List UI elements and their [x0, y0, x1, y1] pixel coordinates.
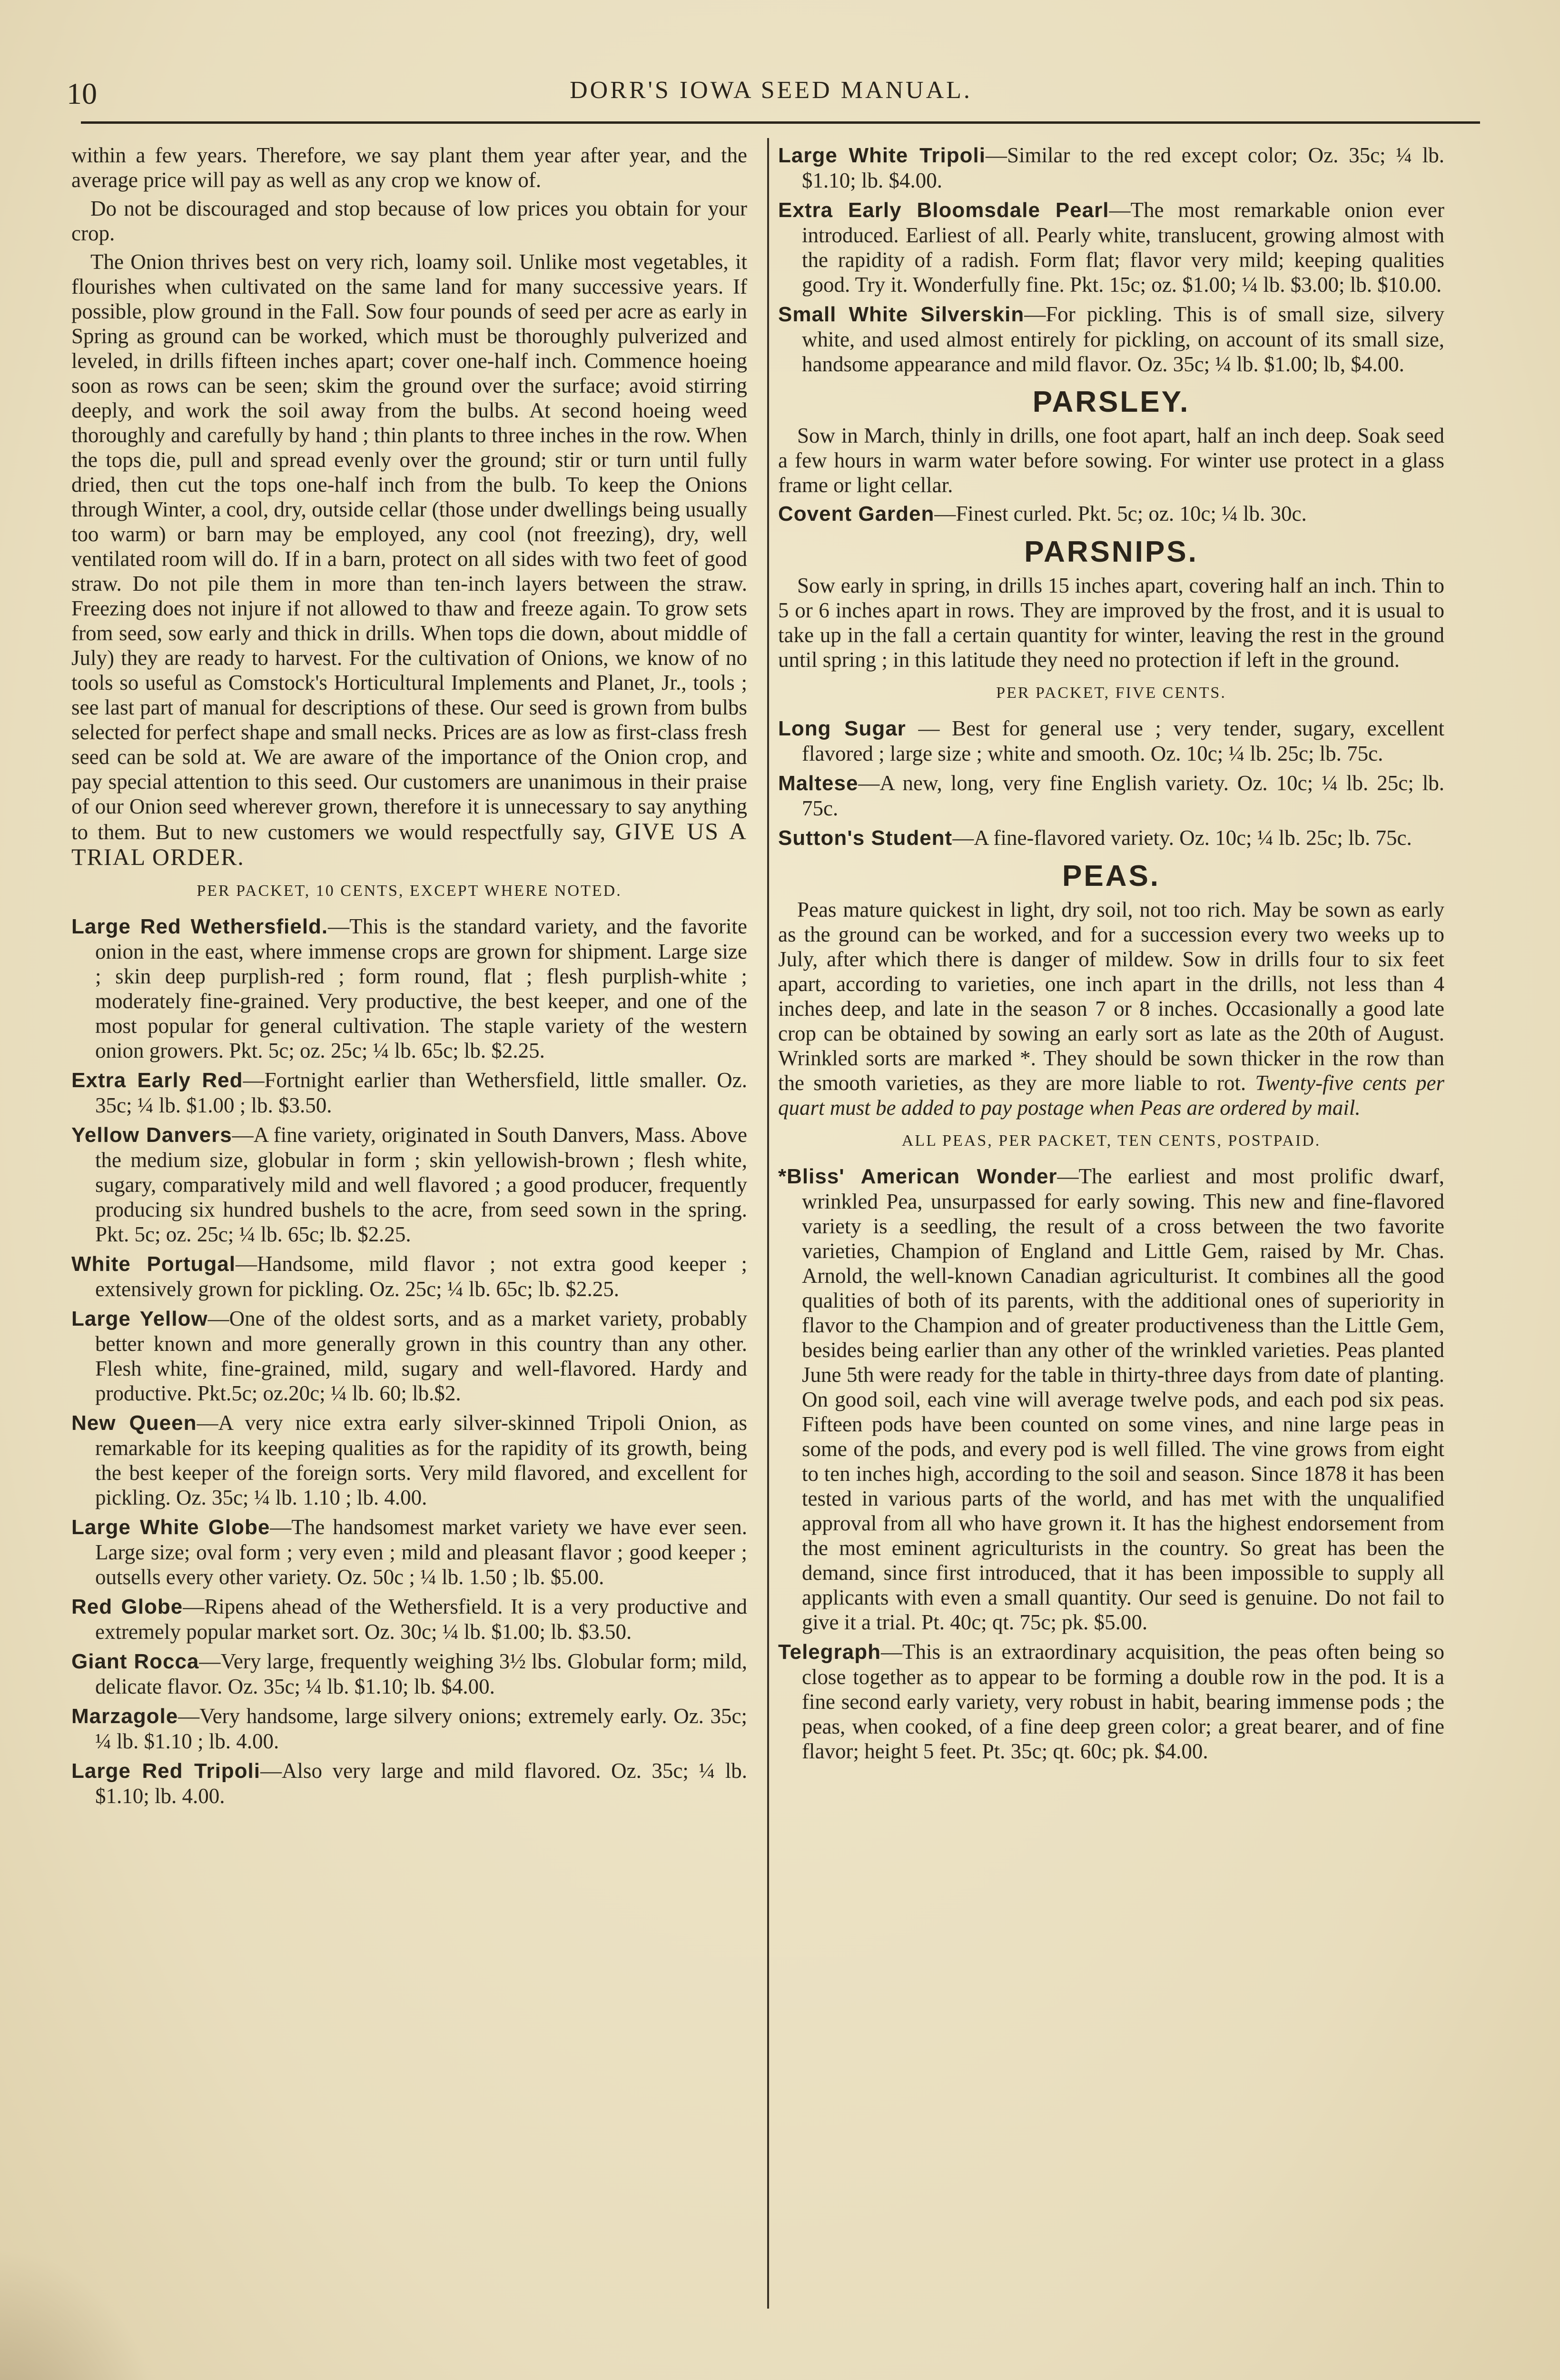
variety-description: —Very large, frequently weighing 3½ lbs. Globular form; mild, delicate flavor. Oz. 35c; ¼ lb. $1.10; lb. $4.00.	[95, 1649, 747, 1698]
peas-heading: PEAS.	[1062, 860, 1161, 892]
variety-name: Long Sugar	[778, 717, 906, 740]
page-header	[67, 71, 1475, 124]
peas-intro-text: Peas mature quickest in light, dry soil, not too rich. May be sown as early as the ground can be worked, and for a succession every two weeks up to July, after which there is danger of mildew. Sow in drills four to six feet apart, according to varieties, one inch apart in the drills, not less than 4 inches deep, and late in the season 7 or 8 inches. Occasionally a good late crop can be obtained by sowing an early sort as late as the 20th of August. Wrinkled sorts are marked *. They should be sown thicker in the row than the smooth varieties, as they are more liable to rot.	[778, 898, 1444, 1095]
variety-name: Large Red Wethersfield.	[71, 915, 328, 938]
onion-entry	[778, 143, 1444, 193]
variety-description: —Very handsome, large silvery onions; extremely early. Oz. 35c; ¼ lb. $1.10 ; lb. 4.00.	[95, 1704, 747, 1753]
variety-name: Large Yellow	[71, 1307, 208, 1330]
variety-description: —Finest curled. Pkt. 5c; oz. 10c; ¼ lb. 30c.	[934, 502, 1307, 526]
variety-name: White Portugal	[71, 1252, 236, 1276]
parsley-heading: PARSLEY.	[1032, 386, 1190, 418]
variety-name: Sutton's Student	[778, 826, 953, 850]
variety-description: —Also very large and mild flavored. Oz. 35c; ¼ lb. $1.10; lb. 4.00.	[95, 1759, 747, 1808]
variety-description: —The earliest and most prolific dwarf, wrinkled Pea, unsurpassed for early sowing. This new and fine-flavored variety is a seedling, the result of a cross between the two favorite varieties, Champion of England and Little Gem, raised by Mr. Chas. Arnold, the well-known Canadian agriculturist. It combines all the good qualities of both of its parents, with the additional ones of superiority in flavor to the Champion and of greater productiveness than the Little Gem, besides being earlier than any other of the wrinkled varieties. Peas planted June 5th were ready for the table in thirty-three days from date of planting. On good soil, each vine will average twelve pods, and each pod six peas. Fifteen pods have been counted on some vines, and nine large peas in some of the pods, and every pod is well filled. The vine grows from eight to ten inches high, according to the soil and season. Since 1878 it has been tested in various parts of the world, and has met with the unqualified approval from all who have grown it. It has the highest endorsement from the most eminent agriculturists in the country. So great has been the demand, since first introduced, that it has been impossible to supply all applicants with even a small quantity. Our seed is genuine. Do not fail to give it a trial. Pt. 40c; qt. 75c; pk. $5.00.	[802, 1164, 1444, 1634]
parsnip-entry	[778, 825, 1444, 851]
onion-entry	[778, 198, 1444, 297]
variety-name: Small White Silverskin	[778, 303, 1025, 326]
onion-entry	[71, 1594, 747, 1644]
pea-entry	[778, 1639, 1444, 1764]
variety-description: —Similar to the red except color; Oz. 35c; ¼ lb. $1.10; lb. $4.00.	[802, 143, 1444, 192]
variety-description: —Fortnight earlier than Wethersfield, little smaller. Oz. 35c; ¼ lb. $1.00 ; lb. $3.50.	[95, 1068, 747, 1117]
parsnips-heading: PARSNIPS.	[1024, 536, 1198, 568]
parsley-intro: Sow in March, thinly in drills, one foot apart, half an inch deep. Soak seed a few hours in warm water before sowing. For winter use protect in a glass frame or light cellar.	[778, 424, 1444, 497]
column-divider	[767, 138, 769, 2309]
page-number: 10	[67, 77, 97, 110]
variety-description: —For pickling. This is of small size, silvery white, and used almost entirely for pickling, on account of its small size, handsome appearance and mild flavor. Oz. 35c; ¼ lb. $1.00; lb, $4.00.	[802, 302, 1444, 376]
intro-paragraph	[71, 249, 747, 870]
parsnip-entry	[778, 716, 1444, 766]
variety-description: —The handsomest market variety we have ever seen. Large size; oval form ; very even ; mild and pleasant flavor ; good keeper ; outsells every other variety. Oz. 50c ; ¼ lb. 1.50 ; lb. $5.00.	[95, 1515, 747, 1589]
left-column	[71, 143, 747, 1813]
variety-description: —A fine-flavored variety. Oz. 10c; ¼ lb. 25c; lb. 75c.	[952, 826, 1412, 850]
variety-name: Extra Early Bloomsdale Pearl	[778, 198, 1109, 222]
variety-name: Large Red Tripoli	[71, 1759, 261, 1783]
variety-name: Red Globe	[71, 1595, 183, 1618]
parsnips-intro: Sow early in spring, in drills 15 inches apart, covering half an inch. Thin to 5 or 6 inches apart in rows. They are improved by the frost, and it is usual to take up in the fall a certain quantity for winter, leaving the rest in the ground until spring ; in this latitude they need no protection if left in the ground.	[778, 574, 1444, 672]
trial-order-callout: GIVE US A TRIAL ORDER.	[71, 818, 747, 870]
onion-entry	[71, 1122, 747, 1247]
onion-entry	[71, 1758, 747, 1808]
variety-description: —A fine variety, originated in South Danvers, Mass. Above the medium size, globular in form ; skin yellowish-brown ; flesh white, sugary, comparatively mild and well flavored ; a good producer, frequently producing six hundred bushels to the acre, from seed sown in the spring. Pkt. 5c; oz. 25c; ¼ lb. 65c; lb. $2.25.	[95, 1123, 748, 1246]
variety-name: *Bliss' American Wonder	[778, 1165, 1057, 1188]
variety-name: Covent Garden	[778, 502, 935, 526]
parsnip-entry	[778, 771, 1444, 821]
variety-name: Yellow Danvers	[71, 1123, 232, 1147]
header-rule	[81, 121, 1480, 124]
onion-entry	[71, 1251, 747, 1301]
onion-entry	[71, 1306, 747, 1406]
intro-paragraph: within a few years. Therefore, we say plant them year after year, and the average price will pay as well as any crop we know of.	[71, 143, 747, 192]
variety-description: —Handsome, mild flavor ; not extra good keeper ; extensively grown for pickling. Oz. 25c; ¼ lb. 65c; lb. $2.25.	[95, 1252, 747, 1301]
variety-name: New Queen	[71, 1411, 197, 1435]
variety-description: —Ripens ahead of the Wethersfield. It is a very productive and extremely popular market sort. Oz. 30c; ¼ lb. $1.00; lb. $3.50.	[95, 1595, 747, 1644]
right-column	[778, 143, 1444, 1768]
onion-price-subhead: PER PACKET, 10 CENTS, EXCEPT WHERE NOTED.	[197, 882, 622, 900]
onion-entry	[71, 1649, 747, 1699]
variety-description: —This is the standard variety, and the favorite onion in the east, where immense crops are grown for shipment. Large size ; skin deep purplish-red ; form round, flat ; flesh purplish-white ; moderately fine-grained. Very productive, the best keeper, and one of the most popular for general cultivation. The staple variety of the western onion growers. Pkt. 5c; oz. 25c; ¼ lb. 65c; lb. $2.25.	[95, 914, 747, 1062]
variety-name: Extra Early Red	[71, 1069, 243, 1092]
variety-name: Giant Rocca	[71, 1650, 199, 1673]
intro-paragraph: Do not be discouraged and stop because of low prices you obtain for your crop.	[71, 197, 747, 245]
postage-note: Twenty-five cents per quart must be added to pay postage when Peas are ordered by mail.	[778, 1071, 1444, 1120]
variety-name: Large White Globe	[71, 1516, 270, 1539]
onion-entry	[71, 1068, 747, 1118]
variety-description: — Best for general use ; very tender, sugary, excellent flavored ; large size ; white and smooth. Oz. 10c; ¼ lb. 25c; lb. 75c.	[802, 716, 1444, 765]
peas-price-subhead: ALL PEAS, PER PACKET, TEN CENTS, POSTPAID.	[901, 1132, 1321, 1150]
onion-entry	[71, 1410, 747, 1510]
variety-description: —This is an extraordinary acquisition, the peas often being so close together as to appear to be forming a double row in the pod. It is a fine second early variety, very robust in habit, bearing immense pods ; the peas, when cooked, of a fine deep green color; a great bearer, and of fine flavor; height 5 feet. Pt. 35c; qt. 60c; pk. $4.00.	[802, 1640, 1444, 1763]
variety-description: —A very nice extra early silver-skinned Tripoli Onion, as remarkable for its keeping qualities as for the rapidity of its growth, being the best keeper of the foreign sorts. Very mild flavored, and excellent for pickling. Oz. 35c; ¼ lb. 1.10 ; lb. 4.00.	[95, 1411, 747, 1509]
intro-text: The Onion thrives best on very rich, loamy soil. Unlike most vegetables, it flourishes when cultivated on the same land for many successive years. If possible, plow ground in the Fall. Sow four pounds of seed per acre as early in Spring as ground can be worked, which must be thoroughly pulverized and leveled, in drills fifteen inches apart; cover one-half inch. Commence hoeing soon as rows can be seen; skim the ground over the surface; avoid stirring deeply, and work the soil away from the bulbs. At second hoeing weed thoroughly and carefully by hand ; thin plants to three inches in the row. When the tops die, pull and spread evenly over the ground; stir or turn until fully dried, then cut the tops one-half inch from the bulb. To keep the Onions through Winter, a cool, dry, outside cellar (those under dwellings being usually too warm) or barn may be employed, any cool (not freezing), dry, well ventilated room will do. If in a barn, protect on all sides with two feet of good straw. Do not pile them in more than ten-inch layers between the straw. Freezing does not injure if not allowed to thaw and freeze again. To grow sets from seed, sow early and thick in drills. When tops die down, about middle of July) they are ready to harvest. For the cultivation of Onions, we know of no tools so useful as Comstock's Horticultural Implements and Planet, Jr., tools ; see last part of manual for descriptions of these. Our seed is grown from bulbs selected for perfect shape and small necks. Prices are as low as first-class fresh seed can be sold at. We are aware of the importance of the Onion crop, and pay special attention to this seed. Our customers are unanimous in their praise of our Onion seed wherever grown, therefore it is unnecessary to say anything to them. But to new customers we would respectfully say,	[71, 250, 747, 844]
onion-entry	[778, 302, 1444, 377]
running-title: DORR'S IOWA SEED MANUAL.	[570, 77, 972, 104]
onion-entry	[71, 914, 747, 1063]
parsley-entry	[778, 501, 1444, 526]
variety-name: Marzagole	[71, 1705, 178, 1728]
variety-description: —One of the oldest sorts, and as a market variety, probably better known and more generally grown in this country than any other. Flesh white, fine-grained, mild, sugary and well-flavored. Hardy and productive. Pkt.5c; oz.20c; ¼ lb. 60; lb.$2.	[95, 1307, 747, 1405]
variety-description: —The most remarkable onion ever introduced. Earliest of all. Pearly white, translucent, growing almost with the rapidity of a radish. Form flat; flavor very mild; keeping qualities good. Try it. Wonderfully fine. Pkt. 15c; oz. $1.00; ¼ lb. $3.00; lb. $10.00.	[802, 198, 1444, 297]
pea-entry	[778, 1164, 1444, 1635]
variety-description: —A new, long, very fine English variety. Oz. 10c; ¼ lb. 25c; lb. 75c.	[802, 771, 1444, 820]
variety-name: Telegraph	[778, 1640, 881, 1664]
paper-stain	[0, 2249, 162, 2380]
onion-entry	[71, 1515, 747, 1589]
peas-intro	[778, 897, 1444, 1120]
parsnips-price-subhead: PER PACKET, FIVE CENTS.	[996, 684, 1226, 702]
onion-entry	[71, 1704, 747, 1754]
variety-name: Large White Tripoli	[778, 144, 986, 167]
variety-name: Maltese	[778, 772, 859, 795]
